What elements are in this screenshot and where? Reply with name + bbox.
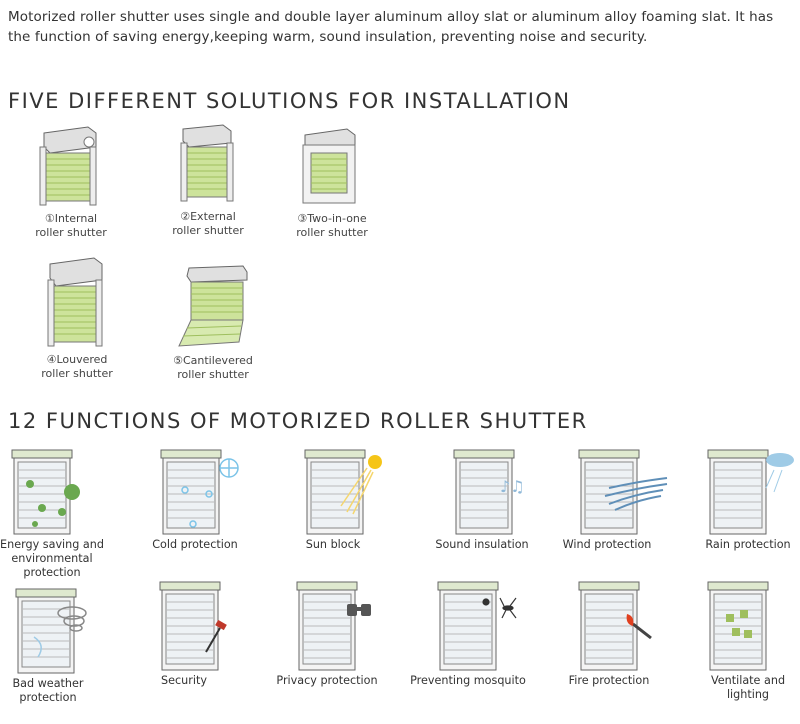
function-privacy: Privacy protection [265,580,389,688]
function-energy-saving: Energy saving and environmental protection [0,448,114,580]
function-security: Security [122,580,246,688]
louvered-shutter-illustration [42,256,112,351]
solution-internal: ①Internal roller shutter [16,125,126,240]
solution-external: ②External roller shutter [153,123,263,238]
section-title-functions: 12 FUNCTIONS OF MOTORIZED ROLLER SHUTTER [8,409,588,433]
function-cold-protection: Cold protection [133,448,257,552]
sun-window-illustration [271,448,395,536]
rain-cloud-icon [766,453,794,492]
cantilevered-shutter-illustration [173,264,253,352]
two-in-one-shutter-illustration [297,125,367,210]
solution-louvered: ④Louvered roller shutter [22,256,132,381]
cold-window-illustration [133,448,257,536]
energy-window-illustration [0,448,114,536]
function-sun-block: Sun block [271,448,395,552]
sound-window-illustration [420,448,544,536]
intro-text: Motorized roller shutter uses single and double layer aluminum alloy slat or aluminum alloy foaming slat. It has the function of saving energy,keeping warm, sound insulation, preventing noise and security. [8,9,774,45]
section-title-installation: FIVE DIFFERENT SOLUTIONS FOR INSTALLATION [8,89,571,113]
mosquito-window-illustration [406,580,530,672]
internal-shutter-illustration [36,125,106,210]
function-mosquito: Preventing mosquito [406,580,530,688]
fire-window-illustration [547,580,671,672]
solution-cantilevered: ⑤Cantilevered roller shutter [158,264,268,382]
external-shutter-illustration [173,123,243,208]
function-wind-protection: Wind protection [545,448,669,552]
function-bad-weather: Bad weather protection [0,587,110,705]
wind-window-illustration [545,448,669,536]
privacy-window-illustration [265,580,389,672]
function-sound-insulation: ♪♫ Sound insulation [420,448,544,552]
rain-window-illustration [686,448,800,536]
function-rain-protection: Rain protection [686,448,800,552]
binoculars-icon [347,604,371,616]
security-window-illustration [122,580,246,672]
tornado-window-illustration [0,587,110,675]
solution-two-in-one: ③Two-in-one roller shutter [277,125,387,240]
music-note-icon: ♪♫ [500,477,525,496]
function-ventilate-lighting: Ventilate and lighting [686,580,800,702]
function-fire-protection: Fire protection [547,580,671,688]
ventilate-window-illustration [686,580,800,672]
